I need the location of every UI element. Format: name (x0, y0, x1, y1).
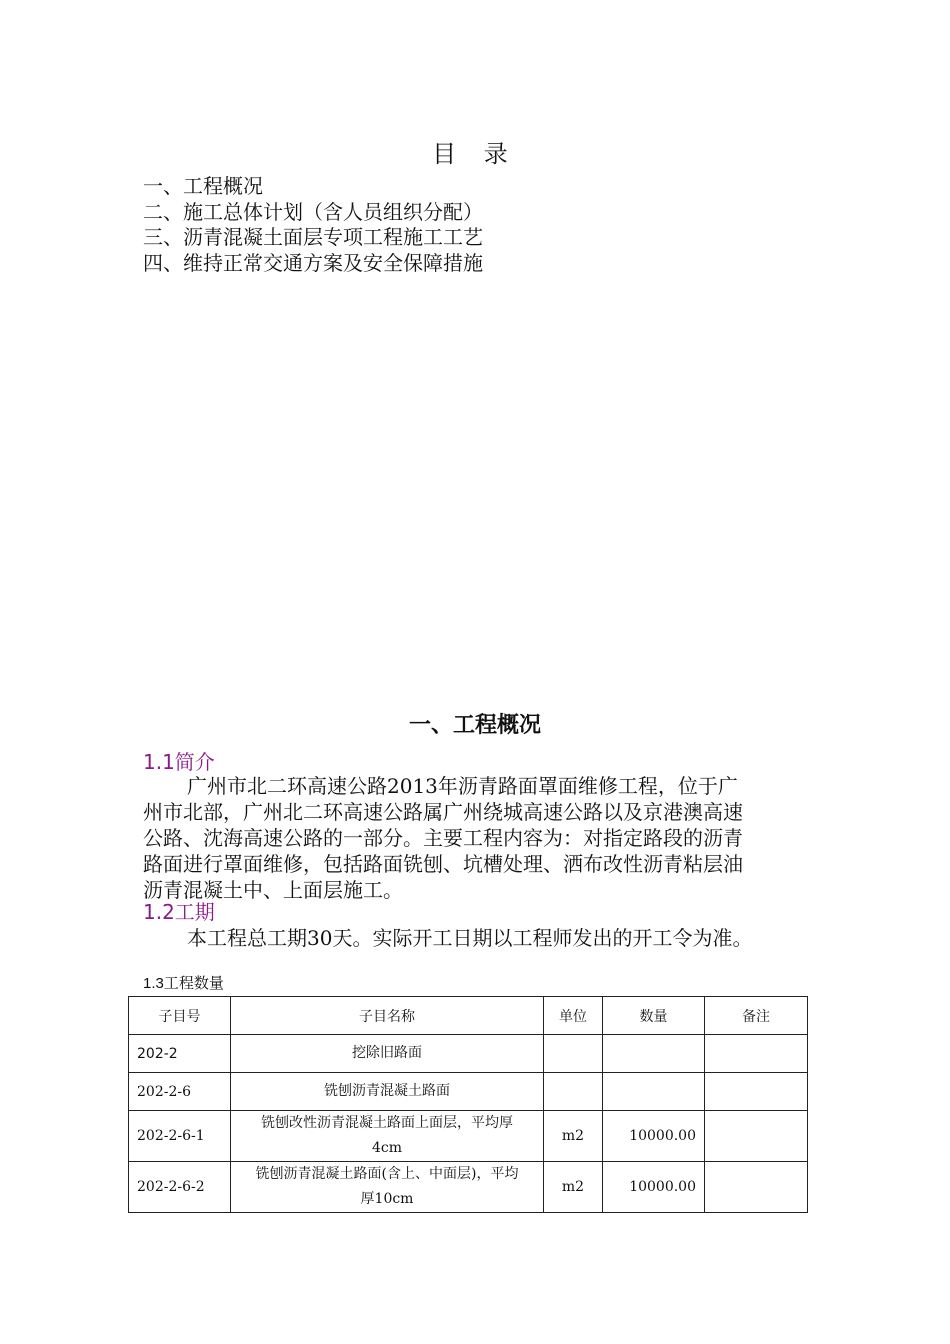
row-qty (603, 1035, 705, 1073)
header-code: 子目号 (129, 997, 231, 1035)
row-unit (544, 1073, 603, 1111)
row-name-line: 厚10cm (360, 1191, 414, 1207)
row-note (705, 1035, 808, 1073)
row-unit: m2 (544, 1111, 603, 1162)
intro-line: 广州市北二环高速公路2013年沥青路面罩面维修工程，位于广 (187, 774, 738, 798)
toc-title: 目 录 (432, 140, 518, 168)
row-name-line: 铣刨沥青混凝土路面(含上、中面层)，平均 (255, 1166, 519, 1182)
intro-line: 路面进行罩面维修，包括路面铣刨、坑槽处理、洒布改性沥青粘层油 (143, 852, 743, 876)
row-note (705, 1073, 808, 1111)
toc-item: 二、施工总体计划（含人员组织分配） (143, 199, 483, 224)
row-code: 202-2-6-2 (129, 1162, 231, 1213)
row-qty: 10000.00 (603, 1111, 705, 1162)
row-unit: m2 (544, 1162, 603, 1213)
header-unit: 单位 (544, 997, 603, 1035)
intro-line: 州市北部，广州北二环高速公路属广州绕城高速公路以及京港澳高速 (143, 800, 743, 824)
row-name-line: 4cm (371, 1140, 403, 1156)
row-code: 202-2 (129, 1035, 231, 1073)
row-qty (603, 1073, 705, 1111)
toc-list (143, 174, 483, 276)
row-note (705, 1111, 808, 1162)
toc-item: 三、沥青混凝土面层专项工程施工工艺 (143, 225, 483, 249)
row-code: 202-2-6-1 (129, 1111, 231, 1162)
table-row (129, 1162, 808, 1213)
intro-heading: 1.1简介 (143, 750, 215, 774)
period-line: 本工程总工期30天。实际开工日期以工程师发出的开工令为准。 (187, 926, 753, 950)
row-name (231, 1111, 544, 1162)
row-note (705, 1162, 808, 1213)
row-name: 铣刨沥青混凝土路面 (231, 1073, 544, 1111)
table-row (129, 1073, 808, 1111)
row-name (231, 1162, 544, 1213)
row-qty: 10000.00 (603, 1162, 705, 1213)
table-header-row (129, 997, 808, 1035)
table-caption: 1.3工程数量 (143, 975, 224, 992)
header-qty: 数量 (603, 997, 705, 1035)
header-note: 备注 (705, 997, 808, 1035)
table-row (129, 1111, 808, 1162)
intro-line: 公路、沈海高速公路的一部分。主要工程内容为：对指定路段的沥青 (143, 826, 743, 850)
header-name: 子目名称 (231, 997, 544, 1035)
row-name-line: 铣刨改性沥青混凝土路面上面层，平均厚 (261, 1115, 513, 1131)
table-row (129, 1035, 808, 1073)
row-code: 202-2-6 (129, 1073, 231, 1111)
intro-line: 沥青混凝土中、上面层施工。 (143, 878, 403, 902)
toc-item: 一、工程概况 (143, 174, 263, 198)
row-name: 挖除旧路面 (231, 1035, 544, 1073)
quantity-table (128, 996, 808, 1213)
period-heading: 1.2工期 (143, 900, 215, 924)
toc-item: 四、维持正常交通方案及安全保障措施 (143, 250, 483, 275)
row-unit (544, 1035, 603, 1073)
section-title: 一、工程概况 (408, 713, 541, 738)
